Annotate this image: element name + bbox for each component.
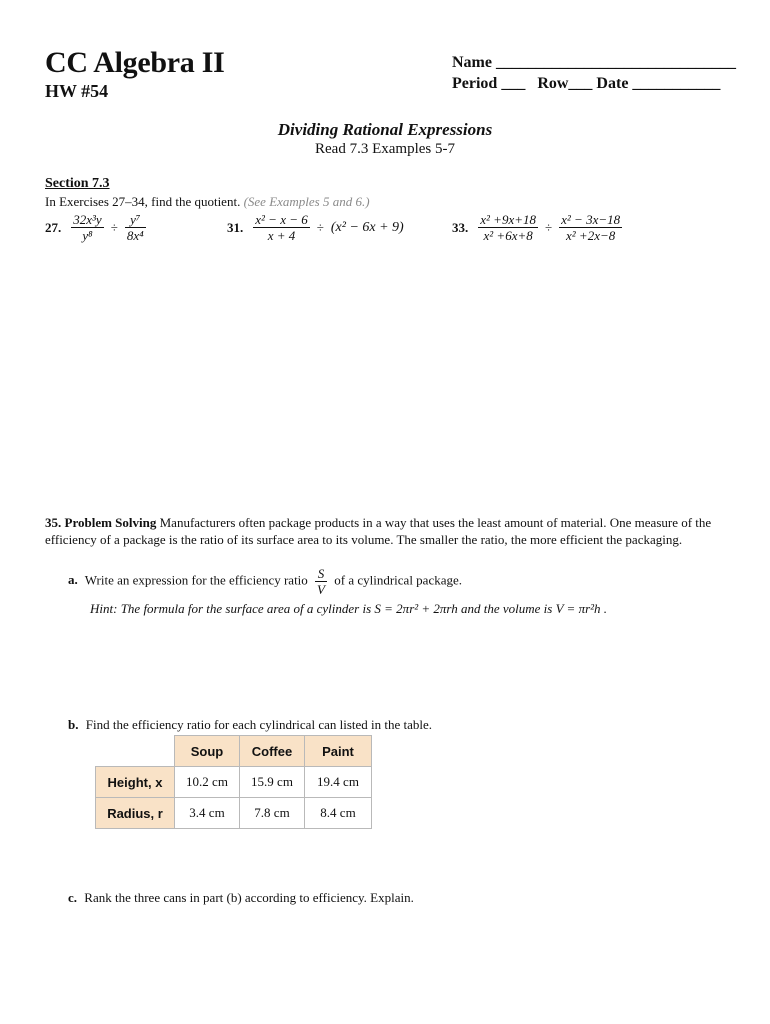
problem-35 [45, 514, 725, 548]
course-title: CC Algebra II [45, 46, 225, 79]
table-cell: 3.4 cm [175, 798, 240, 829]
fraction-1 [253, 212, 309, 243]
table-cell: 10.2 cm [175, 767, 240, 798]
page-subtitle: Read 7.3 Examples 5-7 [315, 141, 455, 157]
table-cell: 15.9 cm [240, 767, 305, 798]
exercise-number: 27. [45, 219, 62, 235]
exercise-33 [452, 212, 622, 243]
exercise-27 [45, 212, 146, 243]
divide-sign: ÷ [316, 219, 324, 235]
cans-table [95, 735, 372, 829]
numerator: y⁷ [125, 212, 146, 228]
efficiency-ratio-fraction [315, 566, 327, 597]
denominator: V [317, 582, 325, 597]
column-header: Soup [175, 736, 240, 767]
period-line: Period ___ Row___ Date ___________ [452, 75, 721, 92]
exercise-number: 33. [452, 219, 469, 235]
part-b-text: Find the efficiency ratio for each cylindrical can listed in the table. [85, 717, 433, 732]
problem-number: 35. [45, 515, 62, 530]
denominator: 8x⁴ [126, 228, 144, 243]
part-c [68, 890, 414, 906]
table-cell: 7.8 cm [240, 798, 305, 829]
fraction-2 [559, 212, 622, 243]
part-a [68, 566, 462, 597]
problem-text: Manufacturers often package products in a way that uses the least amount of material. One measure of the efficiency of a package is the ratio of its surface area to its volume. The smaller the ratio, the more efficient the packaging. [45, 515, 712, 547]
table-row [96, 798, 372, 829]
problem-title: Problem Solving [64, 515, 157, 530]
exercise-31 [227, 212, 404, 243]
fraction-1 [478, 212, 538, 243]
part-label: c. [68, 890, 78, 905]
numerator: x² − x − 6 [255, 212, 308, 227]
part-a-text: Write an expression for the efficiency ratio [84, 572, 308, 588]
part-a-text-after: of a cylindrical package. [334, 572, 463, 588]
numerator: S [315, 566, 327, 582]
row-header [96, 798, 175, 829]
fraction-2 [125, 212, 146, 243]
homework-number: HW #54 [45, 81, 109, 101]
table-cell: 8.4 cm [305, 798, 372, 829]
table-row [96, 767, 372, 798]
exercise-number: 31. [227, 219, 244, 235]
polynomial: (x² − 6x + 9) [330, 219, 404, 235]
divide-sign: ÷ [544, 219, 553, 235]
column-header: Coffee [240, 736, 305, 767]
page-title: Dividing Rational Expressions [277, 120, 493, 139]
row-header-label: Height, x [107, 774, 163, 790]
hint-text: Hint: The formula for the surface area of a cylinder is S = 2πr² + 2πrh and the volume is V = πr²h . [90, 601, 608, 616]
table-corner [96, 736, 175, 767]
name-line: Name ______________________________ [452, 54, 736, 71]
numerator: x² +9x+18 [480, 212, 536, 227]
part-b [68, 717, 432, 733]
denominator: y⁸ [82, 228, 93, 243]
row-header-label: Radius, r [107, 805, 163, 821]
instructions [45, 194, 370, 210]
part-c-text: Rank the three cans in part (b) according to efficiency. Explain. [84, 890, 414, 905]
denominator: x² +6x+8 [483, 228, 533, 243]
denominator: x + 4 [267, 228, 296, 243]
section-heading: Section 7.3 [45, 176, 110, 191]
row-header [96, 767, 175, 798]
part-label: a. [68, 572, 78, 588]
student-info [452, 52, 736, 94]
numerator: x² − 3x−18 [561, 212, 621, 227]
instructions-text: In Exercises 27–34, find the quotient. [45, 194, 241, 209]
denominator: x² +2x−8 [566, 228, 616, 243]
part-label: b. [68, 717, 79, 732]
column-header: Paint [305, 736, 372, 767]
table-cell: 19.4 cm [305, 767, 372, 798]
instructions-note: (See Examples 5 and 6.) [243, 194, 370, 209]
table-header-row [96, 736, 372, 767]
numerator: 32x³y [73, 212, 102, 227]
fraction-1 [71, 212, 103, 243]
divide-sign: ÷ [110, 219, 118, 235]
